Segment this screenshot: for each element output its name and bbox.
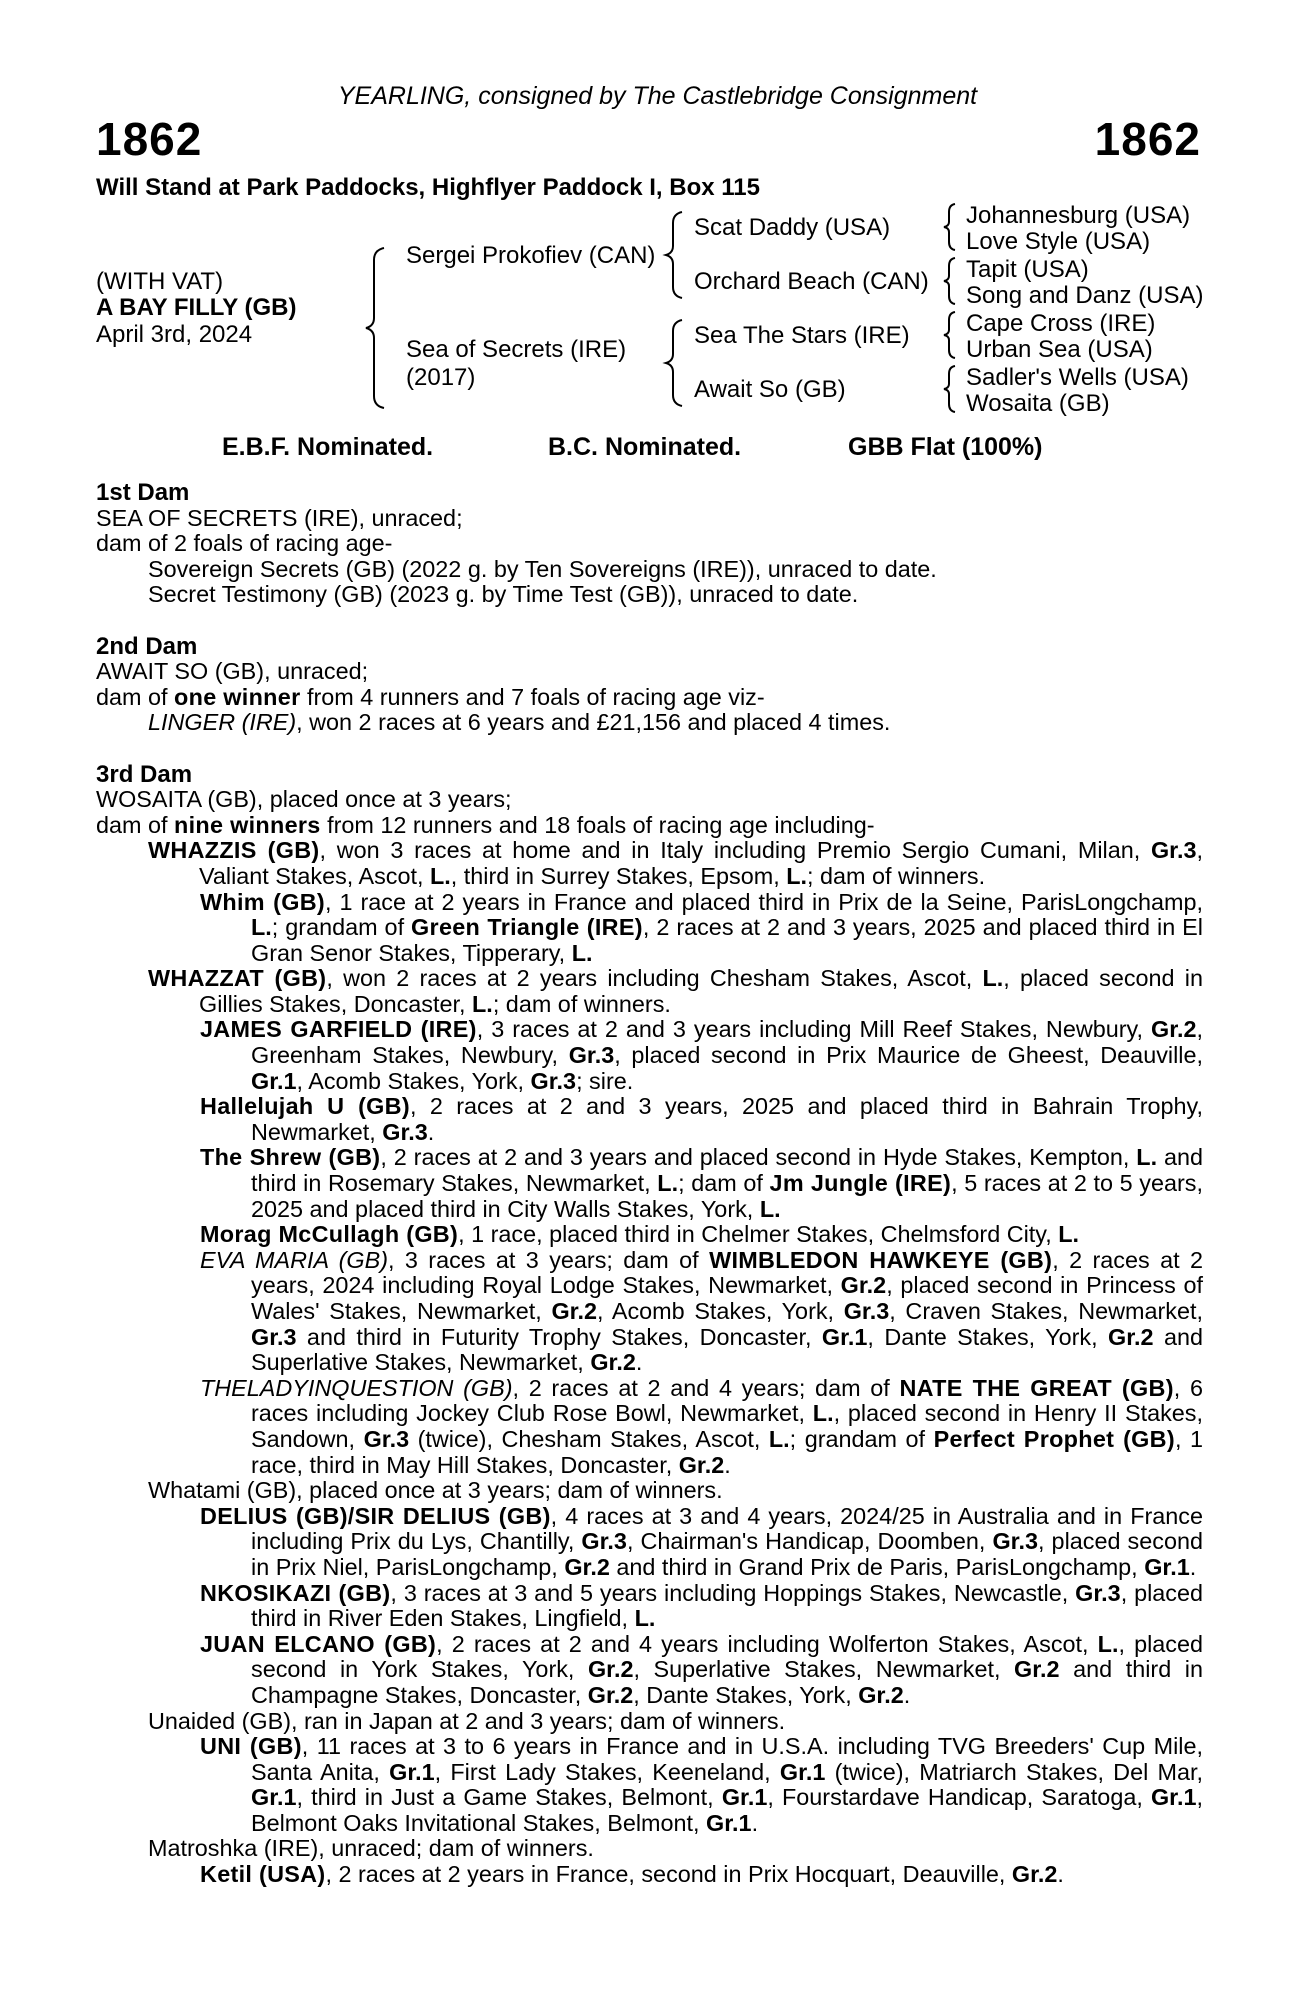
first-dam-foal-1: Sovereign Secrets (GB) (2022 g. by Ten Sovereigns (IRE)), unraced to date. bbox=[148, 555, 937, 582]
produce-entry: JUAN ELCANO (GB), 2 races at 2 and 4 years including Wolferton Stakes, Ascot, L., placed second in York Stakes, York, Gr.2, Superlative Stakes, Newmarket, Gr.2 and third in Champagne Stakes, Doncaster, Gr.2, Dante Stakes, York, Gr.2. bbox=[200, 1630, 1203, 1708]
pedigree-brace-dam bbox=[662, 318, 688, 408]
pedigree-brace-g3-1 bbox=[940, 202, 960, 252]
nomination-ebf: E.B.F. Nominated. bbox=[222, 433, 434, 461]
nomination-gbb: GBB Flat (100%) bbox=[848, 433, 1043, 461]
produce-entry: Matroshka (IRE), unraced; dam of winners. bbox=[148, 1835, 594, 1862]
produce-entry: DELIUS (GB)/SIR DELIUS (GB), 4 races at 3 and 4 years, 2024/25 in Australia and in France including Prix du Lys, Chantilly, Gr.3, Chairman's Handicap, Doomben, Gr.3, placed second in Prix Niel, ParisLongchamp, Gr.2 and third in Grand Prix de Paris, ParisLongchamp, Gr.1. bbox=[200, 1502, 1203, 1580]
produce-entry: Whatami (GB), placed once at 3 years; dam of winners. bbox=[148, 1477, 723, 1504]
second-dam-foal: LINGER (IRE), won 2 races at 6 years and £21,156 and placed 4 times. bbox=[148, 709, 891, 736]
produce-entry: EVA MARIA (GB), 3 races at 3 years; dam of WIMBLEDON HAWKEYE (GB), 2 races at 2 years, 2024 including Royal Lodge Stakes, Newmarket, Gr.2, placed second in Princess of Wales' Stakes, Newmarket, Gr.2, Acomb Stakes, York, Gr.3, Craven Stakes, Newmarket, Gr.3 and third in Futurity Trophy Stakes, Doncaster, Gr.1, Dante Stakes, York, Gr.2 and Superlative Stakes, Newmarket, Gr.2. bbox=[200, 1246, 1204, 1376]
pedigree-gen3-1: Johannesburg (USA) bbox=[966, 202, 1191, 229]
pedigree-gen3-3: Tapit (USA) bbox=[966, 256, 1089, 283]
third-dam-name: WOSAITA (GB), placed once at 3 years; bbox=[96, 786, 512, 813]
pedigree-sire-dam: Orchard Beach (CAN) bbox=[694, 268, 929, 295]
second-dam-produce: dam of one winner from 4 runners and 7 foals of racing age viz- bbox=[96, 683, 765, 710]
vat-note: (WITH VAT) bbox=[96, 268, 224, 295]
first-dam-name: SEA OF SECRETS (IRE), unraced; bbox=[96, 504, 463, 531]
lot-number-left: 1862 bbox=[96, 113, 203, 165]
pedigree-gen3-6: Urban Sea (USA) bbox=[966, 336, 1153, 363]
pedigree-brace-main bbox=[362, 246, 392, 410]
pedigree-sire: Sergei Prokofiev (CAN) bbox=[406, 242, 656, 269]
horse-dob: April 3rd, 2024 bbox=[96, 321, 253, 348]
pedigree-brace-sire bbox=[662, 210, 688, 300]
produce-entry: JAMES GARFIELD (IRE), 3 races at 2 and 3 years including Mill Reef Stakes, Newbury, Gr.2, Greenham Stakes, Newbury, Gr.3, placed second in Prix Maurice de Gheest, Deauville, Gr.1, Acomb Stakes, York, Gr.3; sire. bbox=[200, 1016, 1204, 1094]
produce-entry: Morag McCullagh (GB), 1 race, placed third in Chelmer Stakes, Chelmsford City, L. bbox=[200, 1221, 1080, 1248]
produce-entry: THELADYINQUESTION (GB), 2 races at 2 and 4 years; dam of NATE THE GREAT (GB), 6 races including Jockey Club Rose Bowl, Newmarket, L., placed second in Henry II Stakes, Sandown, Gr.3 (twice), Chesham Stakes, Ascot, L.; grandam of Perfect Prophet (GB), 1 race, third in May Hill Stakes, Doncaster, Gr.2. bbox=[200, 1374, 1203, 1478]
produce-entry: The Shrew (GB), 2 races at 2 and 3 years and placed second in Hyde Stakes, Kempton, L. and third in Rosemary Stakes, Newmarket, L.; dam of Jm Jungle (IRE), 5 races at 2 to 5 years, 2025 and placed third in City Walls Stakes, York, L. bbox=[200, 1144, 1203, 1222]
catalogue-subtitle: YEARLING, consigned by The Castlebridge Consignment bbox=[337, 82, 978, 110]
first-dam-foal-2: Secret Testimony (GB) (2023 g. by Time Test (GB)), unraced to date. bbox=[148, 581, 859, 608]
produce-entry: Unaided (GB), ran in Japan at 2 and 3 years; dam of winners. bbox=[148, 1707, 786, 1734]
horse-name: A BAY FILLY (GB) bbox=[96, 294, 297, 321]
pedigree-gen3-8: Wosaita (GB) bbox=[966, 390, 1110, 417]
pedigree-sire-sire: Scat Daddy (USA) bbox=[694, 214, 891, 241]
pedigree-gen3-2: Love Style (USA) bbox=[966, 228, 1151, 255]
first-dam-foals: dam of 2 foals of racing age- bbox=[96, 530, 393, 557]
third-dam-produce: dam of nine winners from 12 runners and 18 foals of racing age including- bbox=[96, 811, 875, 838]
lot-number-right: 1862 bbox=[1094, 113, 1201, 165]
dam-records bbox=[96, 480, 1203, 1888]
produce-entry: Hallelujah U (GB), 2 races at 2 and 3 years, 2025 and placed third in Bahrain Trophy, Newmarket, Gr.3. bbox=[200, 1093, 1203, 1145]
pedigree-dam-year: (2017) bbox=[406, 364, 476, 391]
third-dam-heading: 3rd Dam bbox=[96, 760, 193, 788]
produce-entry: Ketil (USA), 2 races at 2 years in France, second in Prix Hocquart, Deauville, Gr.2. bbox=[200, 1861, 1064, 1888]
pedigree-brace-g3-4 bbox=[940, 364, 960, 414]
first-dam-heading: 1st Dam bbox=[96, 479, 190, 506]
produce-entry: WHAZZAT (GB), won 2 races at 2 years including Chesham Stakes, Ascot, L., placed second in Gillies Stakes, Doncaster, L.; dam of winners. bbox=[148, 965, 1203, 1017]
pedigree-gen3-4: Song and Danz (USA) bbox=[966, 282, 1204, 309]
pedigree-gen3-5: Cape Cross (IRE) bbox=[966, 310, 1156, 337]
pedigree-brace-g3-2 bbox=[940, 256, 960, 306]
pedigree-dam-sire: Sea The Stars (IRE) bbox=[694, 322, 910, 349]
pedigree-gen3-7: Sadler's Wells (USA) bbox=[966, 364, 1189, 391]
second-dam-name: AWAIT SO (GB), unraced; bbox=[96, 658, 369, 685]
produce-entry: UNI (GB), 11 races at 3 to 6 years in France and in U.S.A. including TVG Breeders' Cup Mile, Santa Anita, Gr.1, First Lady Stakes, Keeneland, Gr.1 (twice), Matriarch Stakes, Del Mar, Gr.1, third in Just a Game Stakes, Belmont, Gr.1, Fourstardave Handicap, Saratoga, Gr.1, Belmont Oaks Invitational Stakes, Belmont, Gr.1. bbox=[200, 1733, 1204, 1836]
nomination-bc: B.C. Nominated. bbox=[548, 433, 742, 461]
pedigree-brace-g3-3 bbox=[940, 310, 960, 360]
pedigree-dam: Sea of Secrets (IRE) bbox=[406, 336, 627, 363]
pedigree-dam-dam: Await So (GB) bbox=[694, 376, 846, 403]
produce-entry: Whim (GB), 1 race at 2 years in France and placed third in Prix de la Seine, ParisLongchamp, L.; grandam of Green Triangle (IRE), 2 races at 2 and 3 years, 2025 and placed third in El Gran Senor Stakes, Tipperary, L. bbox=[200, 888, 1203, 966]
produce-entry: WHAZZIS (GB), won 3 races at home and in Italy including Premio Sergio Cumani, Milan, Gr.3, Valiant Stakes, Ascot, L., third in Surrey Stakes, Epsom, L.; dam of winners. bbox=[148, 837, 1203, 889]
produce-entry: NKOSIKAZI (GB), 3 races at 3 and 5 years including Hoppings Stakes, Newcastle, Gr.3, placed third in River Eden Stakes, Lingfield, L. bbox=[200, 1579, 1204, 1632]
stand-location: Will Stand at Park Paddocks, Highflyer Paddock I, Box 115 bbox=[96, 174, 760, 201]
second-dam-heading: 2nd Dam bbox=[96, 632, 198, 660]
